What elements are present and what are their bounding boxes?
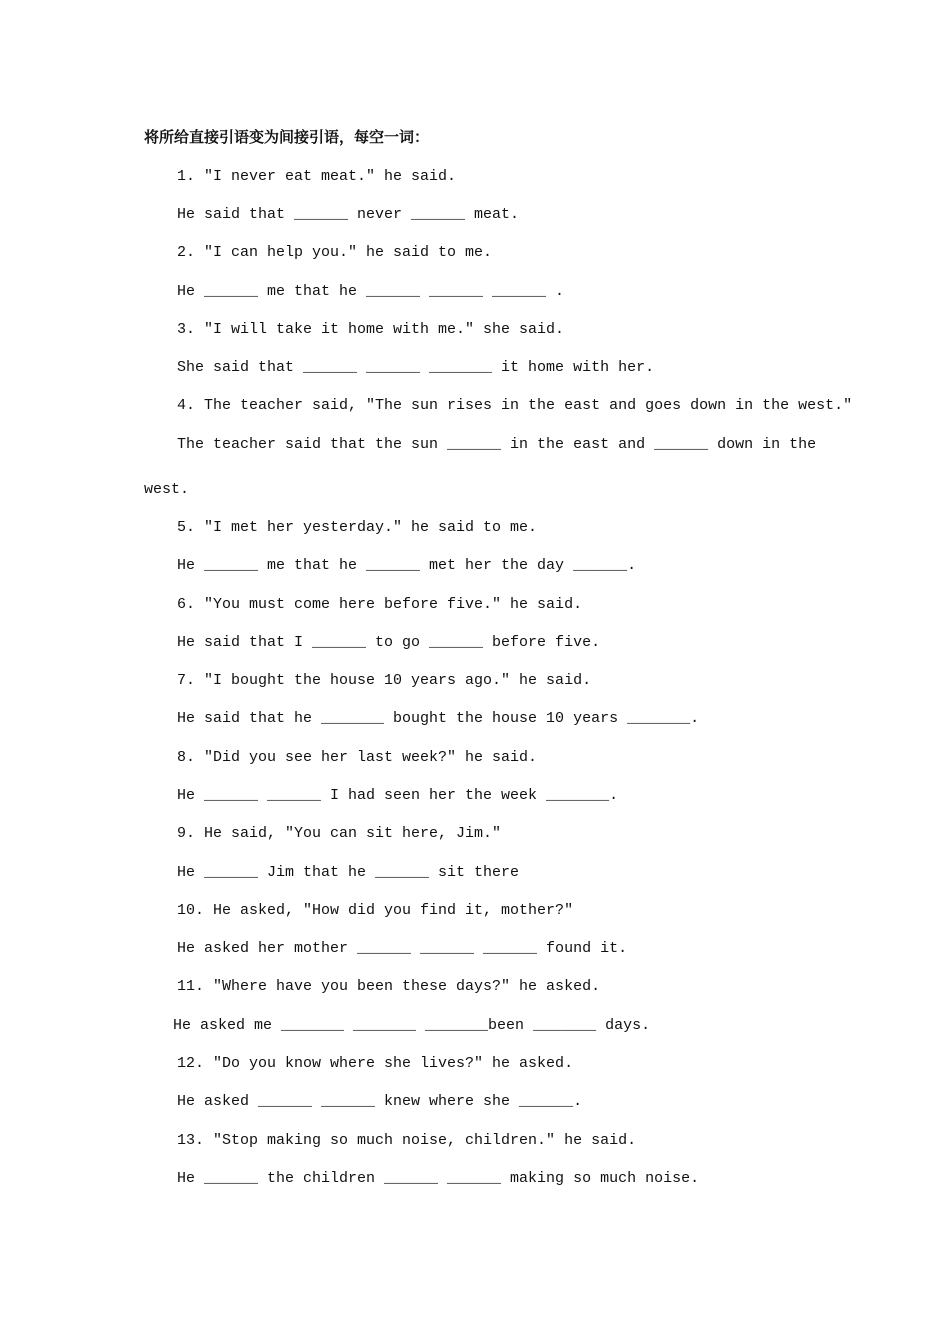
- question-7-indirect: He said that he _______ bought the house 10 years _______.: [177, 710, 700, 727]
- question-3-direct: 3. "I will take it home with me." she said.: [177, 321, 565, 338]
- question-8-indirect: He ______ ______ I had seen her the week _______.: [177, 787, 619, 804]
- question-1-direct: 1. "I never eat meat." he said.: [177, 168, 457, 185]
- question-12-direct: 12. "Do you know where she lives?" he asked.: [177, 1055, 574, 1072]
- question-2-indirect: He ______ me that he ______ ______ ______ .: [177, 283, 565, 300]
- question-11-direct: 11. "Where have you been these days?" he asked.: [177, 978, 601, 995]
- question-11-indirect: He asked me _______ _______ _______been _______ days.: [173, 1017, 651, 1034]
- question-4-indirect: The teacher said that the sun ______ in the east and ______ down in the: [177, 436, 817, 453]
- question-5-indirect: He ______ me that he ______ met her the day ______.: [177, 557, 637, 574]
- question-1-indirect: He said that ______ never ______ meat.: [177, 206, 520, 223]
- instruction-heading: 将所给直接引语变为间接引语，每空一词：: [144, 128, 430, 146]
- question-2-direct: 2. "I can help you." he said to me.: [177, 244, 493, 261]
- question-4-indirect-continuation: west.: [144, 481, 190, 498]
- question-4-direct: 4. The teacher said, "The sun rises in the east and goes down in the west.": [177, 397, 853, 414]
- question-10-direct: 10. He asked, "How did you find it, mother?": [177, 902, 574, 919]
- question-5-direct: 5. "I met her yesterday." he said to me.: [177, 519, 538, 536]
- question-8-direct: 8. "Did you see her last week?" he said.: [177, 749, 538, 766]
- question-12-indirect: He asked ______ ______ knew where she ______.: [177, 1093, 583, 1110]
- question-3-indirect: She said that ______ ______ _______ it home with her.: [177, 359, 655, 376]
- question-7-direct: 7. "I bought the house 10 years ago." he said.: [177, 672, 592, 689]
- question-10-indirect: He asked her mother ______ ______ ______ found it.: [177, 940, 628, 957]
- question-13-direct: 13. "Stop making so much noise, children." he said.: [177, 1132, 637, 1149]
- question-6-indirect: He said that I ______ to go ______ before five.: [177, 634, 601, 651]
- question-6-direct: 6. "You must come here before five." he said.: [177, 596, 583, 613]
- question-9-indirect: He ______ Jim that he ______ sit there: [177, 864, 520, 881]
- question-13-indirect: He ______ the children ______ ______ making so much noise.: [177, 1170, 700, 1187]
- question-9-direct: 9. He said, "You can sit here, Jim.": [177, 825, 502, 842]
